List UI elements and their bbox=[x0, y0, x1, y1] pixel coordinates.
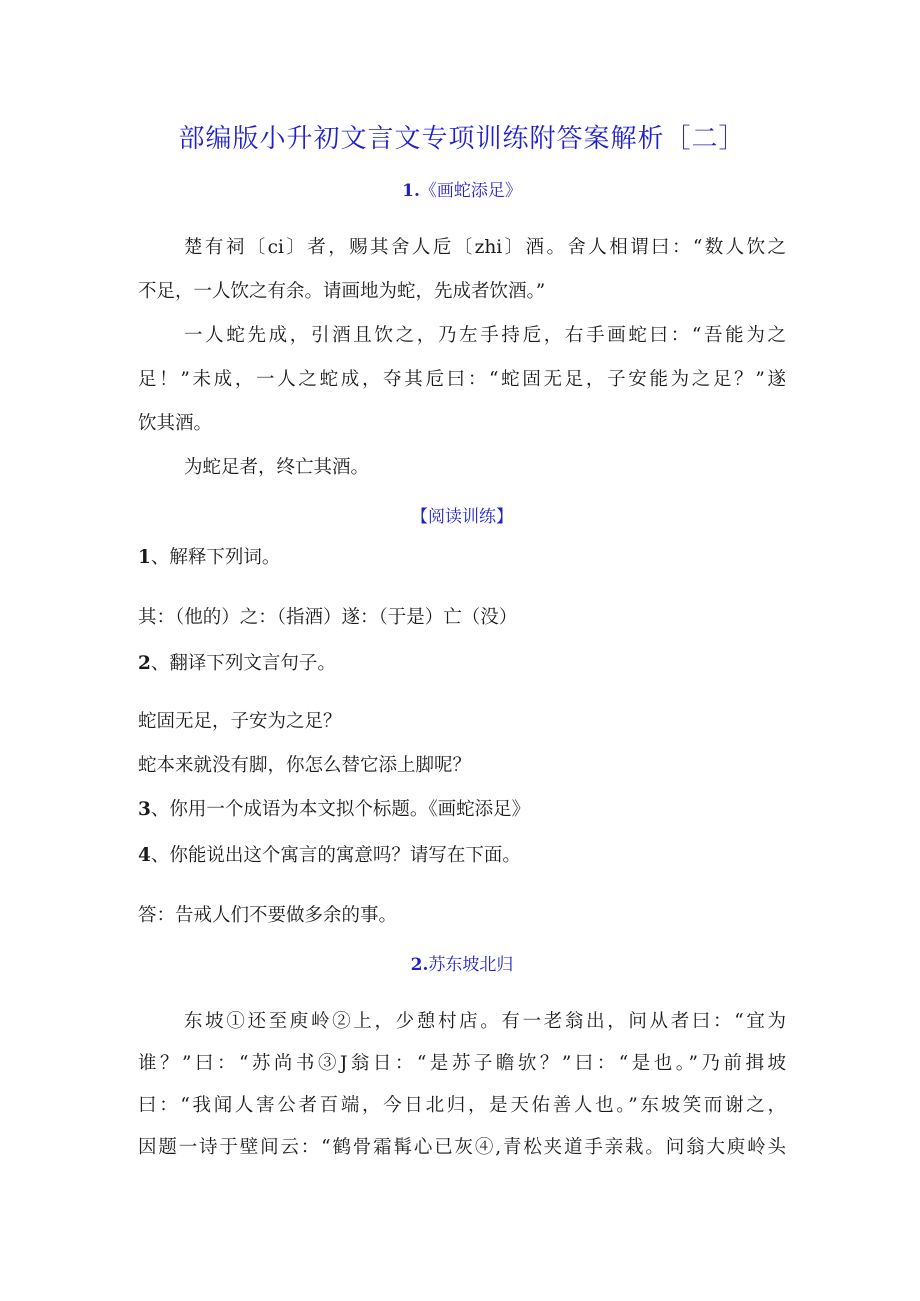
question-text: 、翻译下列文言句子。 bbox=[150, 653, 336, 674]
document-title: 部编版小升初文言文专项训练附答案解析［二］ bbox=[178, 124, 746, 154]
paragraph-line: 谁？”曰：“苏尚书③J翁日：“是苏子瞻欤？”曰：“是也。”乃前揖坡 bbox=[138, 1053, 786, 1074]
question-4 bbox=[138, 844, 786, 868]
question-3 bbox=[138, 798, 786, 822]
answer-1: 其：（他的）之：（指酒）遂：（于是）亡（没） bbox=[138, 607, 518, 628]
reading-training-heading: 【阅读训练】 bbox=[411, 507, 513, 527]
paragraph-line: 足！”未成，一人之蛇成，夺其卮曰：“蛇固无足，子安能为之足？”遂 bbox=[138, 369, 786, 390]
question-text: 、你能说出这个寓言的寓意吗？请写在下面。 bbox=[150, 845, 521, 866]
question-2 bbox=[138, 652, 786, 676]
paragraph-line: 不足，一人饮之有余。请画地为蛇，先成者饮酒。” bbox=[138, 281, 546, 302]
section2-heading-number: 2. bbox=[410, 955, 429, 975]
paragraph-line: 曰：“我闻人害公者百端，今日北归，是天佑善人也。”东坡笑而谢之， bbox=[138, 1095, 786, 1116]
question-1 bbox=[138, 546, 786, 570]
paragraph-line: 一人蛇先成，引酒且饮之，乃左手持卮，右手画蛇曰：“吾能为之 bbox=[184, 325, 786, 346]
question-2-sentence: 蛇固无足，子安为之足？ bbox=[138, 711, 342, 732]
section2-heading-text: 苏东坡北归 bbox=[428, 955, 514, 975]
answer-2: 蛇本来就没有脚，你怎么替它添上脚呢？ bbox=[138, 755, 472, 776]
section1-heading bbox=[138, 176, 786, 201]
paragraph-line: 东坡①还至庾岭②上，少憩村店。有一老翁出，问从者曰：“宜为 bbox=[184, 1011, 786, 1032]
paragraph-line: 为蛇足者，终亡其酒。 bbox=[184, 457, 370, 478]
question-number: 2 bbox=[138, 653, 151, 674]
section2-heading bbox=[138, 950, 786, 975]
paragraph-line: 因题一诗于壁间云：“鹤骨霜髯心已灰④,青松夹道手亲栽。问翁大庾岭头 bbox=[138, 1137, 786, 1158]
question-number: 1 bbox=[138, 547, 151, 568]
question-number: 4 bbox=[138, 845, 151, 866]
section1-heading-text: 《画蛇添足》 bbox=[419, 181, 522, 201]
question-text: 、解释下列词。 bbox=[150, 547, 281, 568]
paragraph-line: 楚有祠〔ci〕者，赐其舍人卮〔zhi〕酒。舍人相谓曰：“数人饮之 bbox=[184, 237, 786, 258]
paragraph-line: 饮其酒。 bbox=[138, 413, 213, 434]
question-number: 3 bbox=[138, 799, 151, 820]
answer-4: 答：告戒人们不要做多余的事。 bbox=[138, 905, 398, 926]
question-text: 、你用一个成语为本文拟个标题。《画蛇添足》 bbox=[150, 799, 531, 820]
section1-heading-number: 1. bbox=[402, 181, 420, 201]
